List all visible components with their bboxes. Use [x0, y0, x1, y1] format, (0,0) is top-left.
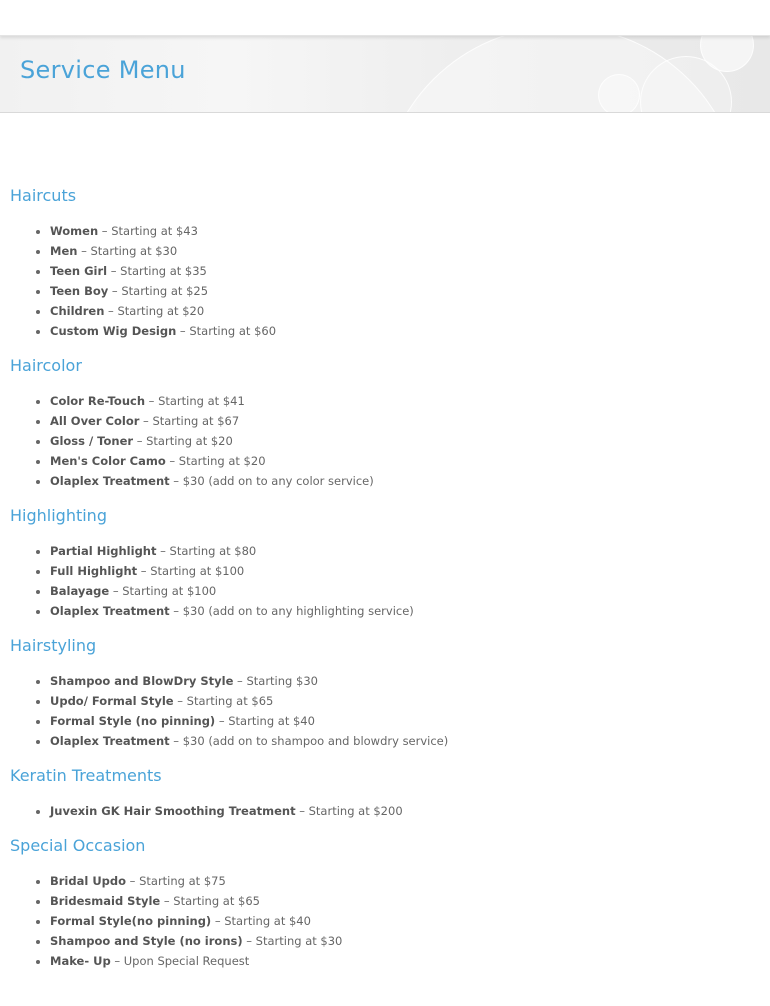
service-menu-content [0, 113, 770, 971]
service-name: Olaplex Treatment [50, 604, 170, 618]
service-item [50, 911, 760, 931]
service-price: – Starting at $100 [137, 564, 245, 578]
section-heading: Keratin Treatments [10, 766, 162, 785]
service-name: Teen Girl [50, 264, 108, 278]
service-item [50, 561, 760, 581]
service-price: – Starting at $43 [98, 224, 198, 238]
service-item [50, 691, 760, 711]
service-name: Formal Style(no pinning) [50, 914, 212, 928]
section-haircuts [10, 185, 760, 341]
section-hairstyling [10, 635, 760, 751]
service-name: Juvexin GK Hair Smoothing Treatment [50, 804, 296, 818]
service-list [10, 801, 760, 821]
service-list [10, 541, 760, 621]
decorative-bubble [598, 74, 640, 113]
section-highlighting [10, 505, 760, 621]
service-price: – Starting at $41 [145, 394, 245, 408]
service-price: – Starting $30 [233, 674, 318, 688]
service-list [10, 391, 760, 491]
section-heading: Haircolor [10, 356, 82, 375]
section-heading: Highlighting [10, 506, 107, 525]
service-price: – Starting at $40 [211, 914, 311, 928]
service-item [50, 541, 760, 561]
service-list [10, 671, 760, 751]
service-item [50, 221, 760, 241]
service-name: Women [50, 224, 99, 238]
service-price: – Starting at $200 [295, 804, 403, 818]
service-item [50, 451, 760, 471]
service-name: Balayage [50, 584, 110, 598]
service-name: Color Re-Touch [50, 394, 146, 408]
service-price: – Starting at $65 [160, 894, 260, 908]
service-price: – Starting at $20 [104, 304, 205, 318]
service-price: – Starting at $100 [109, 584, 217, 598]
service-item [50, 731, 760, 751]
service-price: – Starting at $60 [176, 324, 277, 338]
service-price: – Starting at $35 [107, 264, 207, 278]
service-item [50, 431, 760, 451]
service-price: – Starting at $40 [215, 714, 315, 728]
service-item [50, 281, 760, 301]
service-name: Shampoo and Style (no irons) [50, 934, 243, 948]
service-item [50, 301, 760, 321]
service-name: Formal Style (no pinning) [50, 714, 216, 728]
top-bar [0, 0, 770, 36]
service-item [50, 951, 760, 971]
service-name: Bridesmaid Style [50, 894, 161, 908]
service-list [10, 871, 760, 971]
service-name: Children [50, 304, 105, 318]
service-price: – $30 (add on to any highlighting service) [169, 604, 414, 618]
section-heading: Hairstyling [10, 636, 97, 655]
service-price: – Starting at $20 [165, 454, 266, 468]
section-heading: Special Occasion [10, 836, 146, 855]
service-price: – Starting at $67 [139, 414, 240, 428]
section-special-occasion [10, 835, 760, 971]
service-name: Shampoo and BlowDry Style [50, 674, 234, 688]
service-item [50, 671, 760, 691]
service-name: Men's Color Camo [50, 454, 166, 468]
service-item [50, 241, 760, 261]
service-price: – Starting at $25 [108, 284, 209, 298]
service-item [50, 321, 760, 341]
service-price: – $30 (add on to any color service) [169, 474, 374, 488]
section-keratin-treatments [10, 765, 760, 821]
section-heading: Haircuts [10, 186, 77, 205]
service-price: – $30 (add on to shampoo and blowdry service) [169, 734, 449, 748]
service-list [10, 221, 760, 341]
service-name: Updo/ Formal Style [50, 694, 174, 708]
service-item [50, 931, 760, 951]
service-price: – Starting at $75 [126, 874, 226, 888]
service-name: Bridal Updo [50, 874, 127, 888]
service-price: – Starting at $30 [77, 244, 178, 258]
service-price: – Upon Special Request [110, 954, 250, 968]
service-name: Gloss / Toner [50, 434, 134, 448]
service-item [50, 801, 760, 821]
service-item [50, 891, 760, 911]
service-item [50, 411, 760, 431]
service-name: Custom Wig Design [50, 324, 177, 338]
service-name: All Over Color [50, 414, 140, 428]
service-name: Partial Highlight [50, 544, 157, 558]
service-name: Teen Boy [50, 284, 109, 298]
service-price: – Starting at $30 [242, 934, 343, 948]
service-item [50, 391, 760, 411]
service-name: Men [50, 244, 78, 258]
service-name: Make- Up [50, 954, 111, 968]
service-name: Full Highlight [50, 564, 138, 578]
page-title: Service Menu [20, 56, 186, 84]
service-price: – Starting at $65 [173, 694, 274, 708]
service-item [50, 711, 760, 731]
service-item [50, 471, 760, 491]
service-name: Olaplex Treatment [50, 474, 170, 488]
section-haircolor [10, 355, 760, 491]
page-banner [0, 36, 770, 113]
service-item [50, 261, 760, 281]
service-price: – Starting at $20 [133, 434, 233, 448]
service-price: – Starting at $80 [156, 544, 257, 558]
service-item [50, 871, 760, 891]
service-item [50, 581, 760, 601]
service-name: Olaplex Treatment [50, 734, 170, 748]
service-item [50, 601, 760, 621]
